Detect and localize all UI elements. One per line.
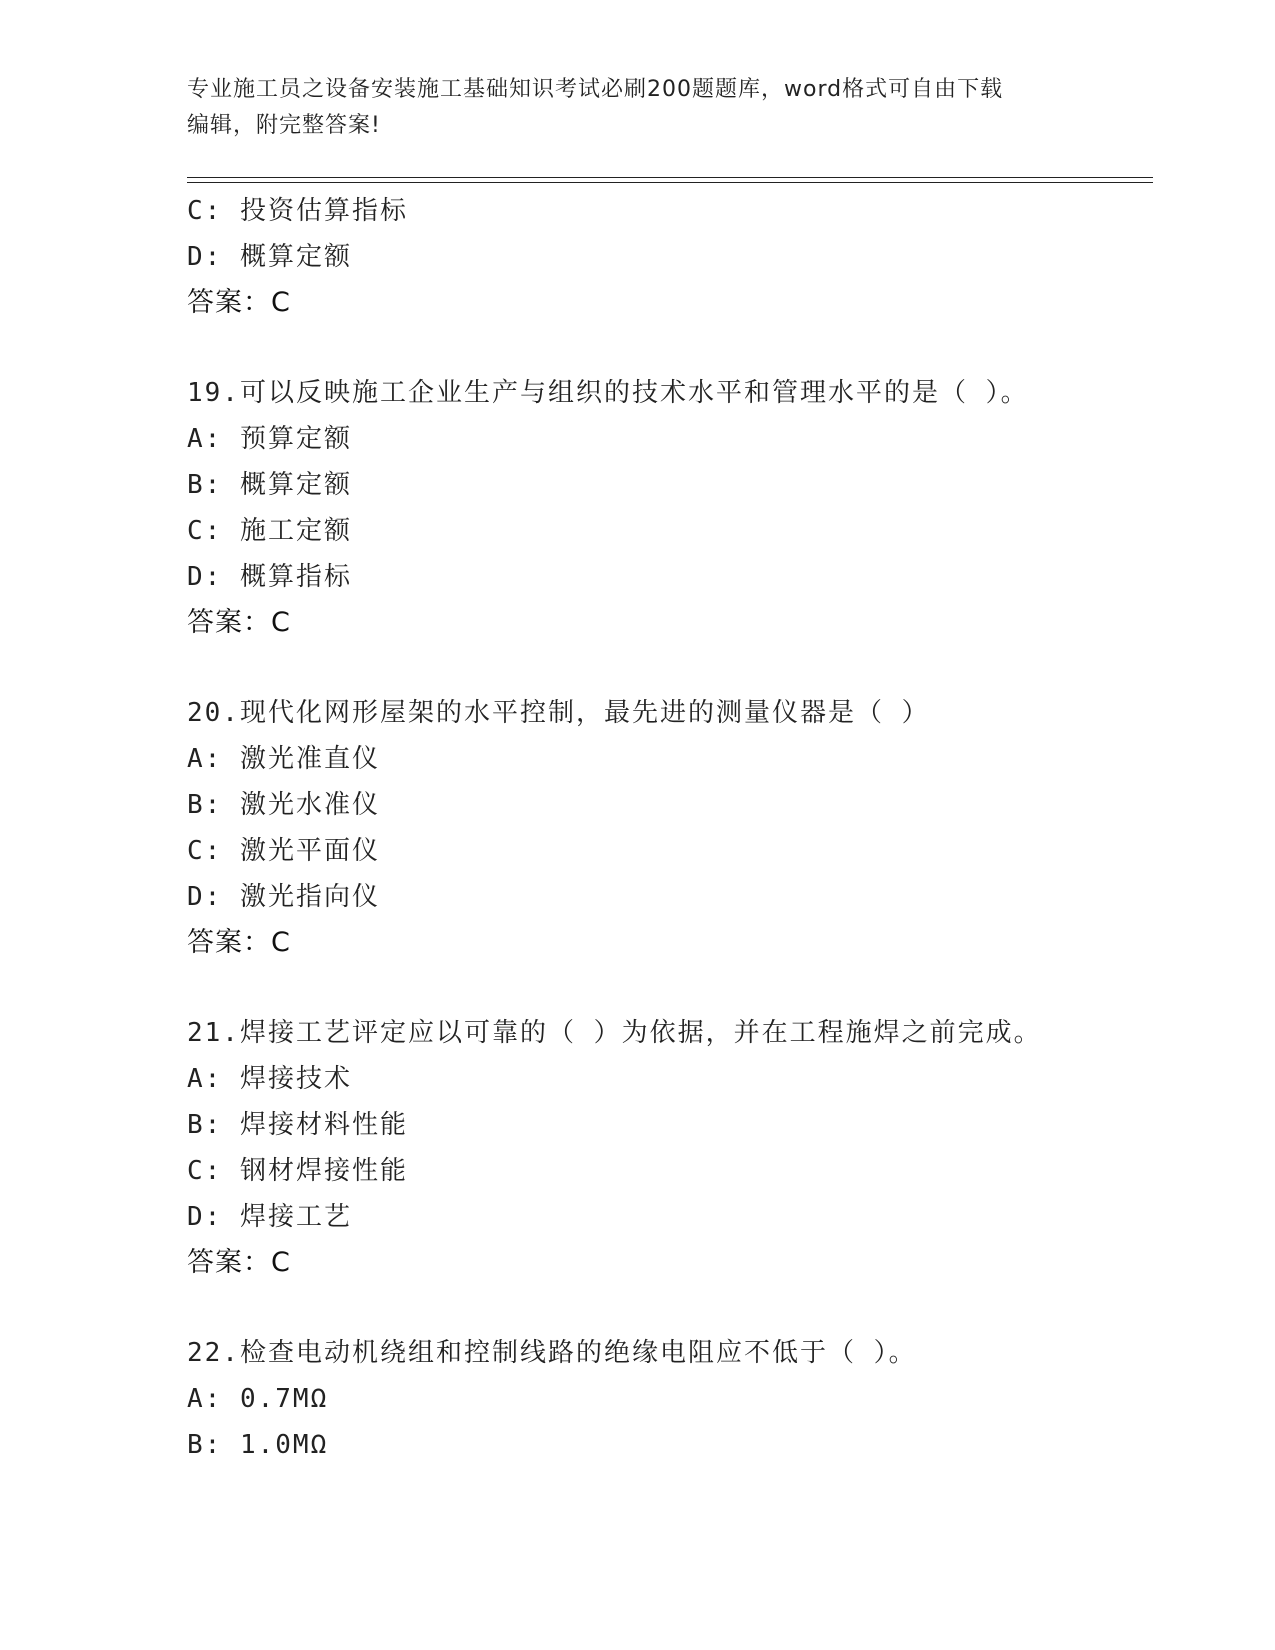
option-label: C: [187,836,223,866]
option-row [187,188,1153,234]
option-text: 焊接技术 [239,1064,352,1094]
option-label: D: [187,242,223,272]
question-stem: 21.焊接工艺评定应以可靠的（ ）为依据，并在工程施焊之前完成。 [187,1018,1042,1048]
option-row [187,416,1153,462]
option-row [187,554,1153,600]
option-row [187,1422,1153,1468]
option-row [187,828,1153,874]
answer-line: 答案：C [187,607,291,638]
option-label: D: [187,1202,223,1232]
option-label: A: [187,1384,223,1414]
option-row [187,1148,1153,1194]
question-block-19 [187,370,1153,646]
option-label: D: [187,882,223,912]
question-block-20 [187,690,1153,966]
option-label: B: [187,1430,223,1460]
question-stem: 20.现代化网形屋架的水平控制，最先进的测量仪器是（ ） [187,698,930,728]
question-block-prev [187,188,1153,326]
option-label: B: [187,1110,223,1140]
option-text: 预算定额 [239,424,352,454]
option-text: 激光准直仪 [239,744,380,774]
option-text: 激光水准仪 [239,790,380,820]
option-row [187,782,1153,828]
answer-line: 答案：C [187,1247,291,1278]
option-text: 0.7MΩ [239,1384,329,1414]
option-text: 施工定额 [239,516,352,546]
header-title-line-2: 编辑，附完整答案! [187,113,381,138]
option-text: 投资估算指标 [239,196,408,226]
answer-line: 答案：C [187,927,291,958]
question-stem: 19.可以反映施工企业生产与组织的技术水平和管理水平的是（ ）。 [187,378,1029,408]
option-label: A: [187,424,223,454]
option-row [187,508,1153,554]
option-label: B: [187,470,223,500]
header-divider-top [187,177,1153,178]
header-title-line-1: 专业施工员之设备安装施工基础知识考试必刷200题题库，word格式可自由下载 [187,77,1004,102]
option-text: 激光平面仪 [239,836,380,866]
option-text: 概算定额 [239,470,352,500]
header-divider-bottom [187,182,1153,183]
option-text: 焊接材料性能 [239,1110,408,1140]
option-label: C: [187,196,223,226]
option-row [187,736,1153,782]
option-text: 焊接工艺 [239,1202,352,1232]
option-label: A: [187,744,223,774]
option-label: A: [187,1064,223,1094]
option-label: D: [187,562,223,592]
option-row [187,462,1153,508]
question-list [187,188,1153,1468]
question-stem: 22.检查电动机绕组和控制线路的绝缘电阻应不低于（ ）。 [187,1338,917,1368]
option-text: 概算定额 [239,242,352,272]
question-block-21 [187,1010,1153,1286]
answer-line: 答案：C [187,287,291,318]
option-row [187,1194,1153,1240]
option-label: C: [187,1156,223,1186]
document-header [187,72,1067,144]
option-row [187,874,1153,920]
option-label: B: [187,790,223,820]
question-block-22 [187,1330,1153,1468]
option-label: C: [187,516,223,546]
option-text: 激光指向仪 [239,882,380,912]
option-text: 概算指标 [239,562,352,592]
option-row [187,1056,1153,1102]
option-row [187,1102,1153,1148]
option-row [187,234,1153,280]
option-text: 钢材焊接性能 [239,1156,408,1186]
option-text: 1.0MΩ [239,1430,329,1460]
option-row [187,1376,1153,1422]
